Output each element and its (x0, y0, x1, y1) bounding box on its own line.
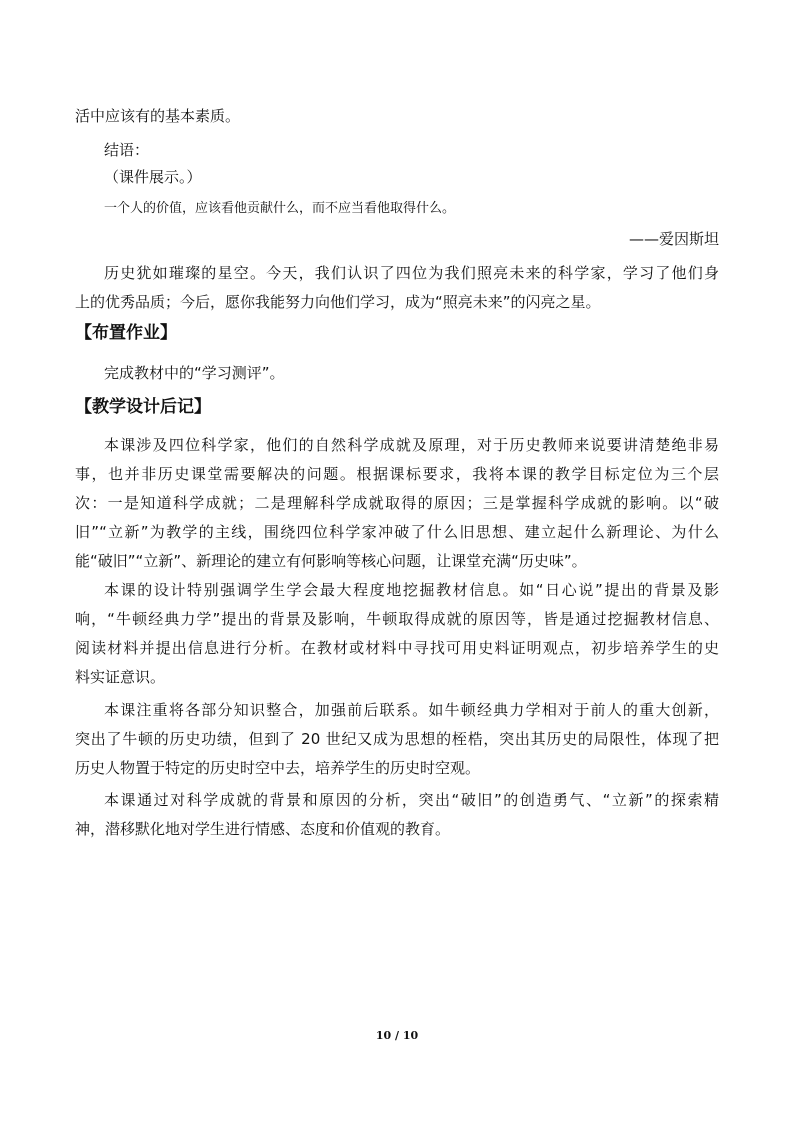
paragraph-line: 本课的设计特别强调学生学会最大程度地挖掘教材信息。如“日心说”提出的背景及影 (104, 581, 719, 599)
paragraph-line: 能“破旧”“立新”、新理论的建立有何影响等核心问题，让课堂充满“历史味”。 (75, 552, 587, 570)
paragraph-line: 料实证意识。 (75, 668, 166, 686)
conclusion-label: 结语： (104, 141, 150, 159)
body-text-line: 活中应该有的基本素质。 (75, 107, 241, 125)
paragraph-line: 本课涉及四位科学家，他们的自然科学成就及原理，对于历史教师来说要讲清楚绝非易 (104, 436, 719, 454)
homework-text: 完成教材中的“学习测评”。 (104, 364, 285, 382)
postscript-heading: 【教学设计后记】 (75, 397, 211, 417)
paragraph-line: 旧”“立新”为教学的主线，围绕四位科学家冲破了什么旧思想、建立起什么新理论、为什么 (75, 523, 719, 541)
paragraph-line: 响，“牛顿经典力学”提出的背景及影响，牛顿取得成就的原因等，皆是通过挖掘教材信息、 (75, 610, 719, 628)
paragraph-line: 神，潜移默化地对学生进行情感、态度和价值观的教育。 (75, 820, 451, 838)
quote-text: 一个人的价值，应该看他贡献什么，而不应当看他取得什么。 (104, 201, 456, 216)
quote-author: ——爱因斯坦 (628, 230, 719, 248)
page-number: 10 / 10 (375, 1029, 419, 1042)
slide-note: （课件展示。） (104, 168, 202, 186)
closing-line: 历史犹如璀璨的星空。今天，我们认识了四位为我们照亮未来的科学家，学习了他们身 (104, 264, 719, 282)
homework-heading: 【布置作业】 (75, 323, 177, 343)
paragraph-line: 本课注重将各部分知识整合，加强前后联系。如牛顿经典力学相对于前人的重大创新， (104, 701, 719, 719)
paragraph-line: 突出了牛顿的历史功绩，但到了 20 世纪又成为思想的桎梏，突出其历史的局限性，体现了把 (75, 730, 719, 748)
paragraph-line: 事，也并非历史课堂需要解决的问题。根据课标要求，我将本课的教学目标定位为三个层 (75, 465, 719, 483)
closing-line: 上的优秀品质；今后，愿你我能努力向他们学习，成为“照亮未来”的闪亮之星。 (75, 293, 601, 311)
paragraph-line: 历史人物置于特定的历史时空中去，培养学生的历史时空观。 (75, 759, 481, 777)
paragraph-line: 阅读材料并提出信息进行分析。在教材或材料中寻找可用史料证明观点，初步培养学生的史 (75, 639, 719, 657)
paragraph-line: 本课通过对科学成就的背景和原因的分析，突出“破旧”的创造勇气、“立新”的探索精 (104, 791, 719, 809)
paragraph-line: 次：一是知道科学成就；二是理解科学成就取得的原因；三是掌握科学成就的影响。以“破 (75, 494, 719, 512)
